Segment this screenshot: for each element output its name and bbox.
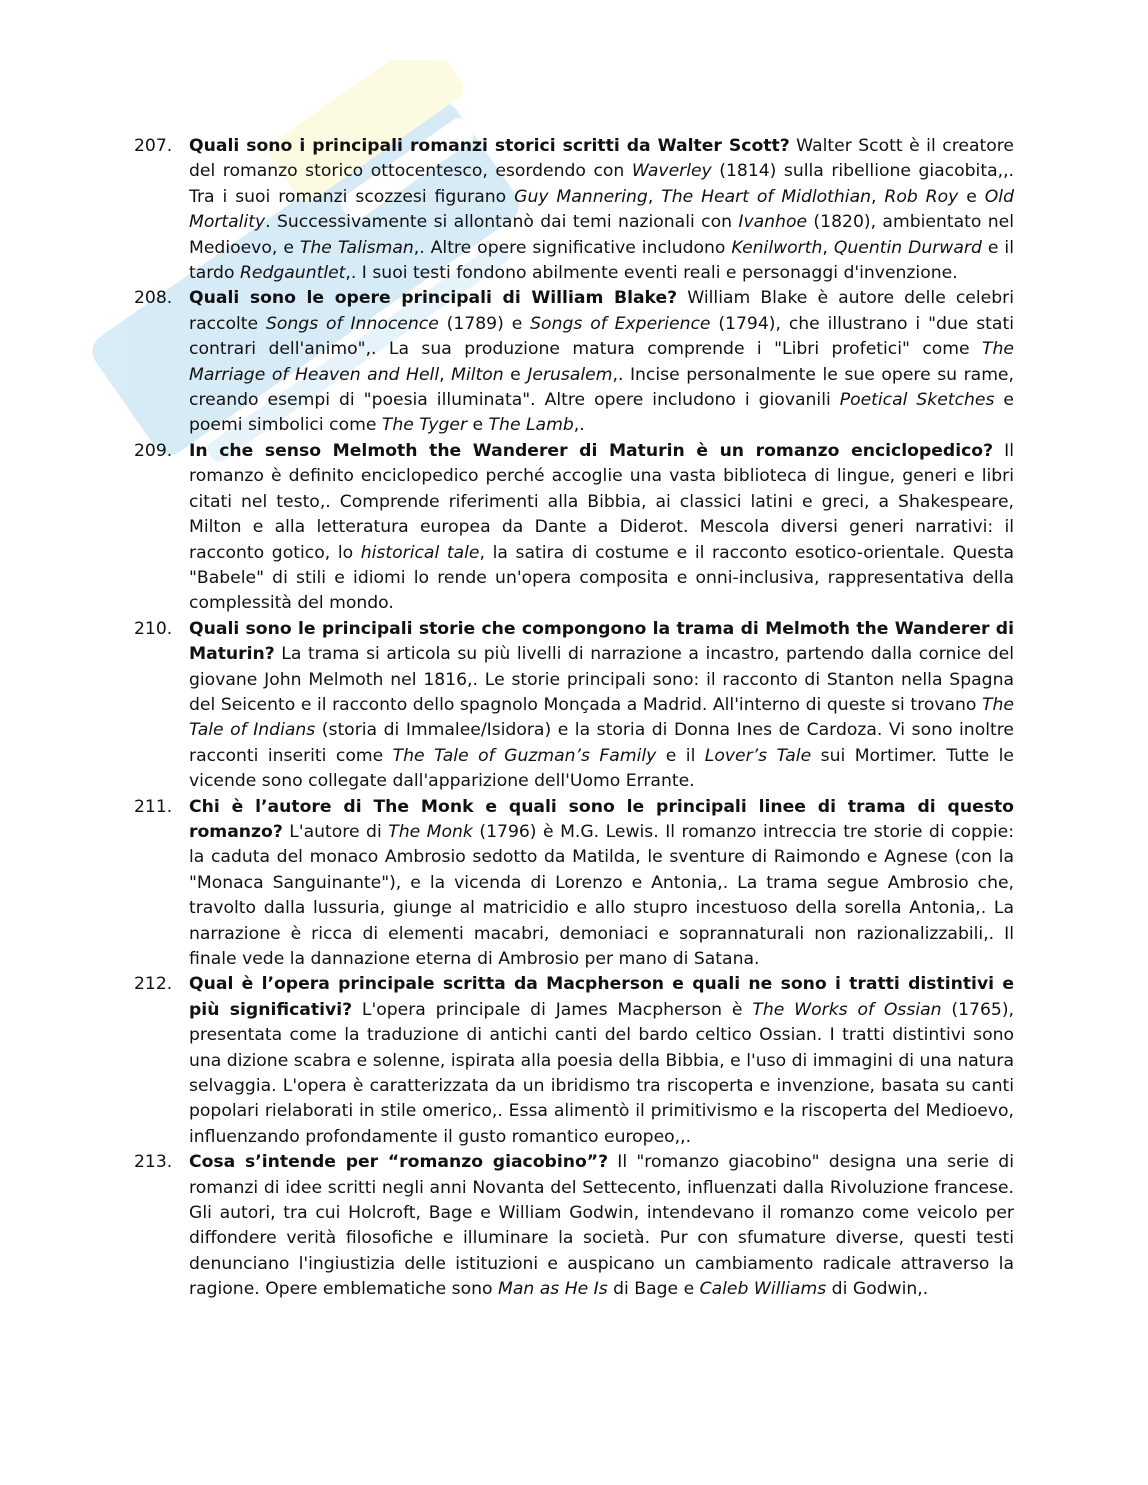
qa-item <box>134 617 1014 795</box>
work-title: Milton <box>451 364 504 385</box>
answer-text: e il tardo <box>189 237 1014 284</box>
question-text: Quali sono i principali romanzi storici scritti da Walter Scott? <box>189 136 790 156</box>
question-text: Cosa s’intende per “romanzo giacobino”? <box>189 1152 609 1173</box>
answer-text: , <box>822 237 834 258</box>
answer-text: e <box>467 415 489 436</box>
answer-text: ,. Incise personalmente le sue opere su rame, creando esempi di "poesia illuminata". Altre opere includono i giovanili <box>189 364 1014 411</box>
answer-text: (1796) è M.G. Lewis. Il romanzo intreccia tre storie di coppie: la caduta del monaco Ambrosio sedotto da Matilda, le sventure di Raimondo e Agnese (con la "Monaca Sanguinante"), e la vicenda di Lorenzo e Antonia,. La trama segue Ambrosio che, travolto dalla lussuria, giunge al matricidio e allo stupro incestuoso della sorella Antonia,. La narrazione è ricca di elementi macabri, demoniaci e soprannaturali non razionalizzabili,. Il finale vede la dannazione eterna di Ambrosio per mano di Satana. <box>189 821 1015 969</box>
work-title: The Tale of Indians <box>189 694 1014 741</box>
work-title: Rob Roy <box>884 186 959 207</box>
answer-text: e poemi simbolici come <box>189 390 1014 436</box>
work-title: Waverley <box>631 161 712 182</box>
work-title: The Tyger <box>381 415 468 436</box>
work-title: The Heart of Midlothian <box>661 186 871 207</box>
item-number: 208. <box>134 288 173 309</box>
answer-text: La trama si articola su più livelli di narrazione a incastro, partendo dalla cornice del giovane John Melmoth nel 1816,. Le storie principali sono: il racconto di Stanton nella Spagna del Seicento e il racconto dello spagnolo Monçada a Madrid. All'interno di queste si trovano <box>189 644 1014 715</box>
answer-text: e il <box>656 745 705 766</box>
answer-text: (1794), che illustrano i "due stati contrari dell'animo",. La sua produzione matura comprende i "Libri profetici" come <box>189 313 1014 360</box>
question-text: Chi è l’autore di The Monk e quali sono le principali linee di trama di questo romanzo? <box>189 796 1014 842</box>
work-title: The Talisman <box>299 237 414 258</box>
answer-text: Il romanzo è definito enciclopedico perché accoglie una vasta biblioteca di lingue, generi e libri citati nel testo,. Comprende riferimenti alla Bibbia, ai classici latini e greci, a Shakespeare, Milton e alla letteratura europea da Dante a Diderot. Mescola diversi generi narrativi: il racconto gotico, lo <box>189 440 1015 563</box>
work-title: Guy Mannering <box>514 186 648 207</box>
work-title: The Works of Ossian <box>752 999 942 1020</box>
answer-text: di Godwin,. <box>826 1279 929 1300</box>
work-title: The Marriage of Heaven and Hell <box>189 339 1014 385</box>
qa-item <box>134 439 1014 617</box>
answer-text: ,. <box>573 415 585 436</box>
answer-text: ,. Altre opere significative includono <box>413 237 732 258</box>
answer-text: , <box>439 364 452 385</box>
work-title: Caleb Williams <box>699 1279 827 1300</box>
answer-text: ,. I suoi testi fondono abilmente eventi reali e personaggi d'invenzione. <box>345 263 958 284</box>
qa-item <box>134 795 1014 973</box>
question-text: Qual è l’opera principale scritta da Macpherson e quali ne sono i tratti distintivi e più significativi? <box>189 974 1014 1020</box>
work-title: historical tale <box>360 542 480 563</box>
work-title: Poetical Sketches <box>839 390 995 411</box>
answer-text: e <box>503 364 528 385</box>
answer-text: (storia di Immalee/Isidora) e la storia di Donna Ines de Cardoza. Vi sono inoltre racconti inseriti come <box>189 720 1014 766</box>
item-number: 207. <box>134 136 173 156</box>
question-text: In che senso Melmoth the Wanderer di Maturin è un romanzo enciclopedico? <box>189 440 994 461</box>
work-title: Old Mortality <box>189 186 1014 233</box>
item-number: 210. <box>134 618 173 639</box>
work-title: The Lamb <box>488 415 574 436</box>
work-title: Ivanhoe <box>738 212 808 233</box>
answer-text: (1820), ambientato nel Medioevo, e <box>189 212 1015 258</box>
item-number: 209. <box>134 440 173 461</box>
answer-text: e <box>958 186 985 207</box>
answer-text: (1814) sulla ribellione giacobita,,. Tra i suoi romanzi scozzesi figurano <box>189 161 1014 207</box>
work-title: Songs of Experience <box>530 313 711 334</box>
work-title: Songs of Innocence <box>265 313 439 334</box>
work-title: Redgauntlet <box>239 263 346 284</box>
work-title: The Monk <box>388 821 473 842</box>
item-number: 212. <box>134 974 173 995</box>
work-title: Jerusalem <box>527 364 613 385</box>
item-number: 211. <box>134 796 173 817</box>
answer-text: sui Mortimer. Tutte le vicende sono collegate dall'apparizione dell'Uomo Errante. <box>189 745 1014 792</box>
question-text: Quali sono le principali storie che compongono la trama di Melmoth the Wanderer di Maturin? <box>189 618 1014 665</box>
answer-text: , la satira di costume e il racconto esotico-orientale. Questa "Babele" di stili e idiomi lo rende un'opera composita e onni-inclusiva, rappresentativa della complessità del mondo. <box>189 542 1014 614</box>
answer-text: . Successivamente si allontanò dai temi nazionali con <box>265 212 739 233</box>
answer-text: Il "romanzo giacobino" designa una serie di romanzi di idee scritti negli anni Novanta del Settecento, influenzati dalla Rivoluzione francese. Gli autori, tra cui Holcroft, Bage e William Godwin, intendevano il romanzo come veicolo per diffondere verità filosofiche e illuminare la società. Pur con sfumature diverse, questi testi denunciano l'ingiustizia delle istituzioni e auspicano un cambiamento radicale attraverso la ragione. Opere emblematiche sono <box>189 1152 1014 1300</box>
qa-item <box>134 134 1014 286</box>
qa-item <box>134 286 1014 438</box>
work-title: Kenilworth <box>731 237 823 258</box>
item-number: 213. <box>134 1152 173 1173</box>
answer-text: L'opera principale di James Macpherson è <box>352 999 753 1020</box>
question-text: Quali sono le opere principali di William Blake? <box>189 288 678 309</box>
answer-text: di Bage e <box>607 1279 700 1300</box>
answer-text: (1765), presentata come la traduzione di antichi canti del bardo celtico Ossian. I tratti distintivi sono una dizione scabra e solenne, ispirata alla poesia della Bibbia, e l'uso di immagini di una natura selvaggia. L'opera è caratterizzata da un ibridismo tra riscoperta e invenzione, basata su canti popolari rielaborati in stile omerico,. Essa alimentò il primitivismo e la riscoperta del Medioevo, influenzando profondamente il gusto romantico europeo,,. <box>189 999 1014 1147</box>
qa-list <box>134 134 1014 1303</box>
work-title: Quentin Durward <box>833 237 982 258</box>
qa-item <box>134 1150 1014 1302</box>
answer-text: (1789) e <box>438 313 531 334</box>
answer-text: , <box>647 186 662 207</box>
work-title: The Tale of Guzman’s Family <box>392 745 657 766</box>
answer-text: William Blake è autore delle celebri raccolte <box>189 288 1014 334</box>
work-title: Lover’s Tale <box>704 745 812 766</box>
work-title: Man as He Is <box>498 1279 608 1300</box>
answer-text: Walter Scott è il creatore del romanzo storico ottocentesco, esordendo con <box>189 136 1015 182</box>
qa-item <box>134 972 1014 1150</box>
answer-text: L'autore di <box>282 821 389 842</box>
answer-text: , <box>871 186 885 207</box>
